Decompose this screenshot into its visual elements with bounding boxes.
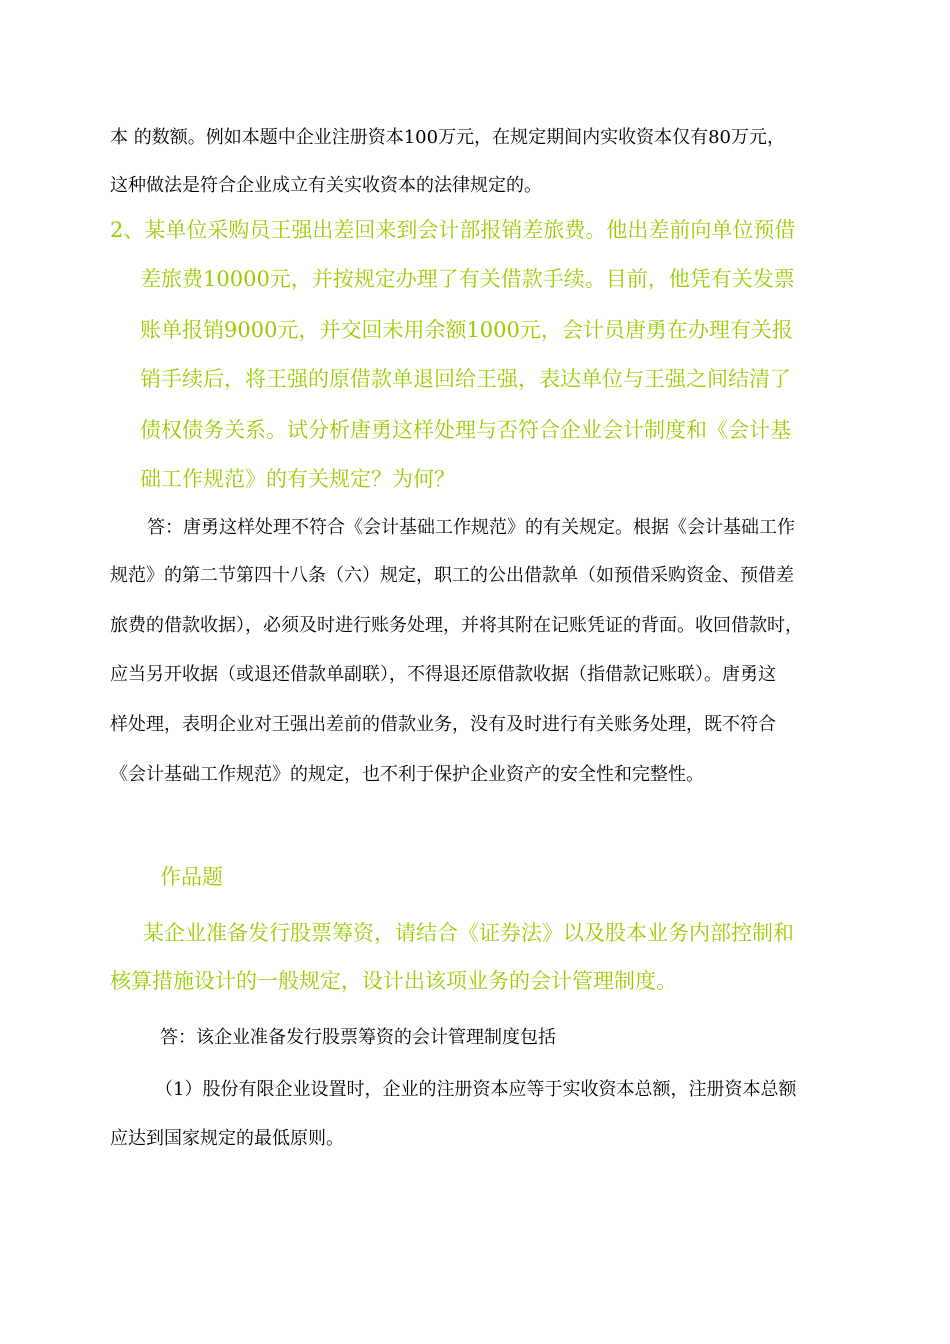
paragraph-line: 本 的数额。例如本题中企业注册资本100万元，在规定期间内实收资本仅有80万元，	[110, 127, 785, 148]
answer-item-line: 应达到国家规定的最低原则。	[110, 1128, 344, 1149]
question-line: 债权债务关系。试分析唐勇这样处理与否符合企业会计制度和《会计基	[140, 418, 791, 442]
answer-line: 《会计基础工作规范》的规定，也不利于保护企业资产的安全性和完整性。	[110, 764, 704, 785]
answer-line: 样处理，表明企业对王强出差前的借款业务，没有及时进行有关账务处理，既不符合	[110, 714, 776, 735]
section-heading: 作品题	[160, 865, 223, 889]
paragraph-line: 这种做法是符合企业成立有关实收资本的法律规定的。	[110, 175, 542, 196]
answer-line: 答：唐勇这样处理不符合《会计基础工作规范》的有关规定。根据《会计基础工作	[147, 517, 795, 538]
answer-intro: 答：该企业准备发行股票筹资的会计管理制度包括	[160, 1027, 556, 1048]
answer-item-line: （1）股份有限企业设置时，企业的注册资本应等于实收资本总额，注册资本总额	[155, 1079, 797, 1100]
question-line: 2、某单位采购员王强出差回来到会计部报销差旅费。他出差前向单位预借	[110, 218, 796, 242]
question-line: 某企业准备发行股票筹资，请结合《证券法》以及股本业务内部控制和	[143, 921, 794, 945]
question-line: 账单报销9000元，并交回未用余额1000元，会计员唐勇在办理有关报	[140, 318, 793, 342]
answer-line: 旅费的借款收据），必须及时进行账务处理，并将其附在记账凭证的背面。收回借款时，	[110, 615, 803, 636]
answer-line: 规范》的第二节第四十八条（六）规定，职工的公出借款单（如预借采购资金、预借差	[110, 565, 794, 586]
question-line: 核算措施设计的一般规定，设计出该项业务的会计管理制度。	[110, 969, 677, 993]
question-line: 础工作规范》的有关规定？为何？	[140, 467, 455, 491]
question-line: 差旅费10000元，并按规定办理了有关借款手续。目前，他凭有关发票	[140, 267, 795, 291]
answer-line: 应当另开收据（或退还借款单副联），不得退还原借款收据（指借款记账联）。唐勇这	[110, 664, 776, 685]
question-line: 销手续后，将王强的原借款单退回给王强，表达单位与王强之间结清了	[140, 367, 791, 391]
